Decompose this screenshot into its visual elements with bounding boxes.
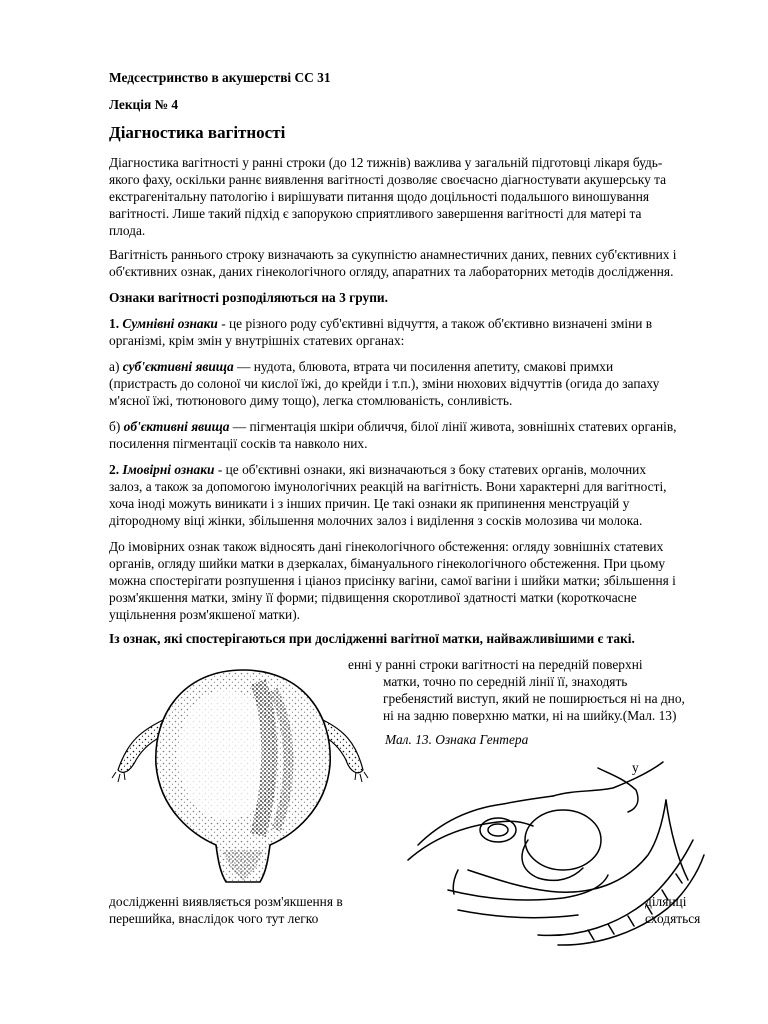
subjective-line: м'ясної їжі, тютюнового диму тощо), легка стомлюваність, сонливість. — [109, 393, 513, 408]
figure-caption: Мал. 13. Ознака Гентера — [385, 732, 529, 747]
p3-line: До імовірних ознак також відносять дані гінекологічного обстеження: огляду зовнішніх статевих — [109, 539, 664, 554]
p3-line: розм'якшення матки, зміну її форми; підвищення скоротливої здатності матки (короткочасне — [109, 590, 637, 605]
section2-line: залоз, а також за допомогою імунологічних реакцій на вагітність. Вони характерні для вагітності, — [109, 479, 667, 494]
fragment-line: енні у ранні строки вагітності на передній поверхні — [348, 657, 643, 672]
p3-line: можна спостерігати розпушення і ціаноз присінку вагіни, самої вагіни і шийки матки; збільшення і — [109, 573, 676, 588]
section1-line — [109, 315, 729, 332]
section2-line: дітородному віці жінки, збільшення молочних залоз і виділення з сосків молозива чи молока. — [109, 513, 643, 528]
subjective-text: — нудота, блювота, втрата чи посилення апетиту, смакові примхи — [233, 359, 614, 374]
uterus-drawing-icon — [108, 660, 378, 888]
subjective-prefix: а) — [109, 359, 123, 374]
section1-term: Сумнівні ознаки — [122, 316, 218, 331]
subjective-term: суб'єктивні явища — [122, 359, 234, 374]
fragment-char: у — [632, 760, 639, 775]
objective-text: — пігментація шкіри обличчя, білої лінії живота, зовнішніх статевих органів, — [229, 419, 677, 434]
fragment-line: матки, точно по середній лінії її, знаходять — [383, 674, 628, 689]
section1-line: організмі, крім змін у внутрішніх статевих органах: — [109, 333, 405, 348]
section1-text: - це різного роду суб'єктивні відчуття, а також об'єктивно визначені зміни в — [217, 316, 653, 331]
groups-heading: Ознаки вагітності розподіляються на 3 групи. — [109, 290, 388, 305]
lecture-number: Лекція № 4 — [109, 97, 179, 112]
fragment-line: ні на задню поверхню матки, ні на шийку.(Мал. 13) — [383, 708, 677, 723]
section2-term: Імовірні ознаки — [122, 462, 215, 477]
bottom-left-line: перешийка, внаслідок чого тут легко — [109, 911, 319, 926]
section1-number: 1. — [109, 316, 123, 331]
p1-line: Діагностика вагітності у ранні строки (до 12 тижнів) важлива у загальній підготовці лікаря будь- — [109, 155, 663, 170]
page-title: Діагностика вагітності — [109, 123, 286, 142]
p2-line: Вагітність раннього строку визначають за сукупністю анамнестичних даних, певних суб'єктивних і — [109, 247, 677, 262]
section2-text: - це об'єктивні ознаки, які визначаються з боку статевих органів, молочних — [214, 462, 647, 477]
p1-line: вагітності. Лише такий підхід є запорукою сприятливого завершення вагітності для матері та — [109, 206, 642, 221]
objective-term: об'єктивні явища — [123, 419, 230, 434]
p1-line: плода. — [109, 223, 146, 238]
subjective-line — [109, 358, 729, 375]
bottom-right-line: ділянці — [645, 894, 687, 909]
p3-line: органів, огляду шийки матки в дзеркалах, бімануального гінекологічного обстеження. При цьому — [109, 556, 666, 571]
p1-line: екстрагенітальну патологію і вирішувати питання щодо доцільності подальшого виношування — [109, 189, 650, 204]
p2-line: об'єктивних ознак, даних гінекологічного огляду, апаратних та лабораторних методів дослідження. — [109, 264, 674, 279]
section2-line — [109, 461, 729, 478]
bottom-right-line: сходяться — [645, 911, 701, 926]
bottom-left-line: дослідженні виявляється розм'якшення в — [109, 894, 343, 909]
section2-number: 2. — [109, 462, 123, 477]
objective-line — [109, 418, 729, 435]
objective-prefix: б) — [109, 419, 124, 434]
course-line: Медсестринство в акушерстві СС 31 — [109, 70, 331, 85]
p1-line: якого фаху, оскільки раннє виявлення вагітності дозволяє своєчасно діагностувати акушерську та — [109, 172, 667, 187]
key-signs-heading: Із ознак, які спостерігаються при дослідженні вагітної матки, найважливішими є такі. — [109, 631, 635, 646]
section2-line: хоча іноді можуть виникати і з інших причин. Це такі ознаки як припинення менструацій у — [109, 496, 630, 511]
objective-line: посилення пігментації сосків та навколо них. — [109, 436, 368, 451]
fragment-line: гребенястий виступ, який не поширюється ні на дно, — [383, 691, 685, 706]
p3-line: ущільнення розм'якшеної матки). — [109, 607, 300, 622]
subjective-line: (пристрасть до солоної чи кислої їжі, до крейди і т.п.), зміни нюхових відчуттів (огида до запаху — [109, 376, 660, 391]
